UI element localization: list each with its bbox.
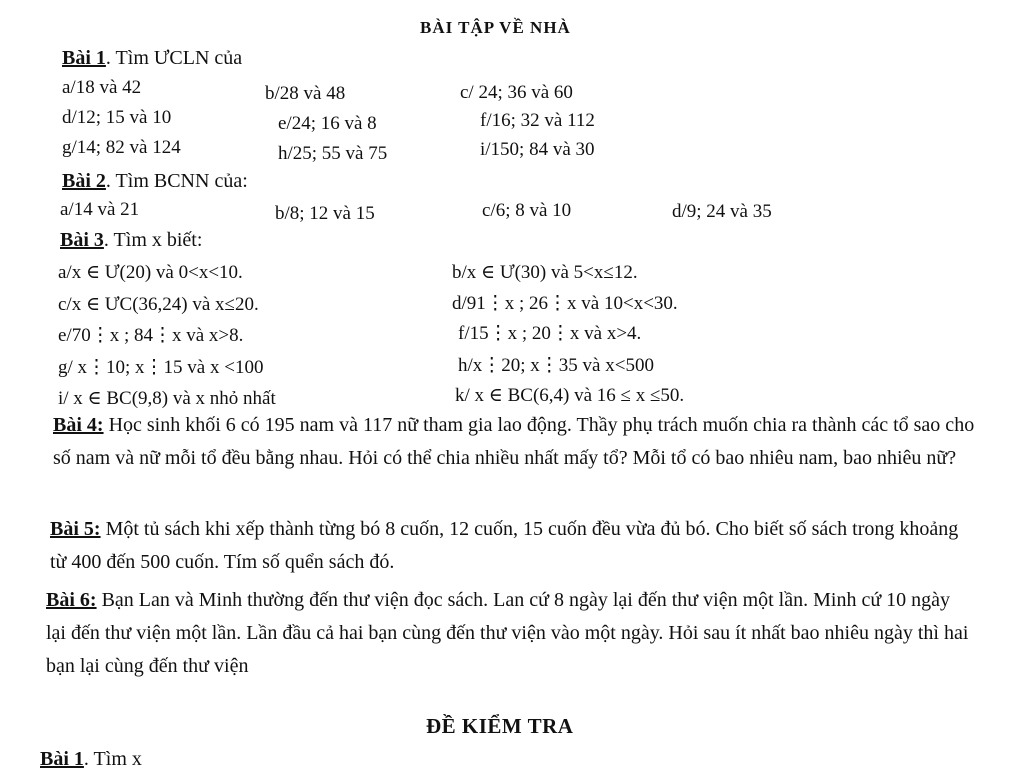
test-title: ĐỀ KIỂM TRA <box>426 714 574 738</box>
bai3-item-g: g/ x⋮10; x⋮15 và x <100 <box>58 357 264 378</box>
bai1-item-e: e/24; 16 và 8 <box>278 113 377 134</box>
bai3-item-b: b/x ∈ Ư(30) và 5<x≤12. <box>452 262 638 283</box>
bai4-label: Bài 4: <box>53 414 104 436</box>
bai4-text: Học sinh khối 6 có 195 nam và 117 nữ tham gia lao động. Thầy phụ trách muốn chia ra thành các tổ sao cho số nam và nữ mỗi tổ đều bằng nhau. Hỏi có thể chia nhiều nhất mấy tổ? Mỗi tổ có bao nhiêu nam, bao nhiêu nữ? <box>53 414 975 469</box>
bai1-item-d: d/12; 15 và 10 <box>62 107 172 128</box>
bai1-item-f: f/16; 32 và 112 <box>480 110 595 131</box>
bai5-label: Bài 5: <box>50 518 101 540</box>
bai3-label: Bài 3 <box>60 229 104 251</box>
bai3-item-d: d/91⋮x ; 26⋮x và 10<x<30. <box>452 293 678 314</box>
bai2-heading-text: . Tìm BCNN của: <box>105 170 248 192</box>
bai2-heading <box>62 170 248 193</box>
bai3-item-a: a/x ∈ Ư(20) và 0<x<10. <box>58 262 243 283</box>
test-bai1-label: Bài 1 <box>40 748 84 770</box>
bai1-heading <box>62 47 242 70</box>
bai2-item-b: b/8; 12 và 15 <box>275 203 375 224</box>
bai1-item-a: a/18 và 42 <box>62 77 142 98</box>
bai1-label: Bài 1 <box>62 47 106 69</box>
bai3-heading <box>60 229 202 252</box>
page-title: BÀI TẬP VỀ NHÀ <box>420 18 571 37</box>
bai3-item-h: h/x⋮20; x⋮35 và x<500 <box>458 355 654 376</box>
bai4-paragraph <box>53 409 975 475</box>
bai2-label: Bài 2 <box>62 170 106 192</box>
bai1-item-b: b/28 và 48 <box>265 83 346 104</box>
bai2-item-a: a/14 và 21 <box>60 199 140 220</box>
bai1-item-g: g/14; 82 và 124 <box>62 137 181 158</box>
bai3-heading-text: . Tìm x biết: <box>103 229 203 251</box>
bai6-text: Bạn Lan và Minh thường đến thư viện đọc sách. Lan cứ 8 ngày lại đến thư viện một lần. Minh cứ 10 ngày lại đến thư viện một lần. Lần đầu cả hai bạn cùng đến thư viện vào một ngày. Hỏi sau ít nhất bao nhiêu ngày thì hai bạn lại cùng đến thư viện <box>46 589 969 677</box>
test-bai1-heading-text: . Tìm x <box>83 748 142 770</box>
bai6-paragraph <box>46 584 971 683</box>
bai3-item-k: k/ x ∈ BC(6,4) và 16 ≤ x ≤50. <box>455 385 685 406</box>
bai6-label: Bài 6: <box>46 589 97 611</box>
bai3-item-e: e/70⋮x ; 84⋮x và x>8. <box>58 325 244 346</box>
bai5-text: Một tủ sách khi xếp thành từng bó 8 cuốn, 12 cuốn, 15 cuốn đều vừa đủ bó. Cho biết số sách trong khoảng từ 400 đến 500 cuốn. Tím số quển sách đó. <box>50 518 959 573</box>
bai2-item-d: d/9; 24 và 35 <box>672 201 772 222</box>
bai5-paragraph <box>50 513 975 579</box>
bai2-item-c: c/6; 8 và 10 <box>482 200 572 221</box>
bai1-item-i: i/150; 84 và 30 <box>480 139 595 160</box>
bai3-item-f: f/15⋮x ; 20⋮x và x>4. <box>458 323 642 344</box>
bai1-heading-text: . Tìm ƯCLN của <box>105 47 243 69</box>
bai1-item-h: h/25; 55 và 75 <box>278 143 388 164</box>
bai1-item-c: c/ 24; 36 và 60 <box>460 82 573 103</box>
bai3-item-c: c/x ∈ ƯC(36,24) và x≤20. <box>58 294 259 315</box>
bai3-item-i: i/ x ∈ BC(9,8) và x nhỏ nhất <box>58 388 276 409</box>
